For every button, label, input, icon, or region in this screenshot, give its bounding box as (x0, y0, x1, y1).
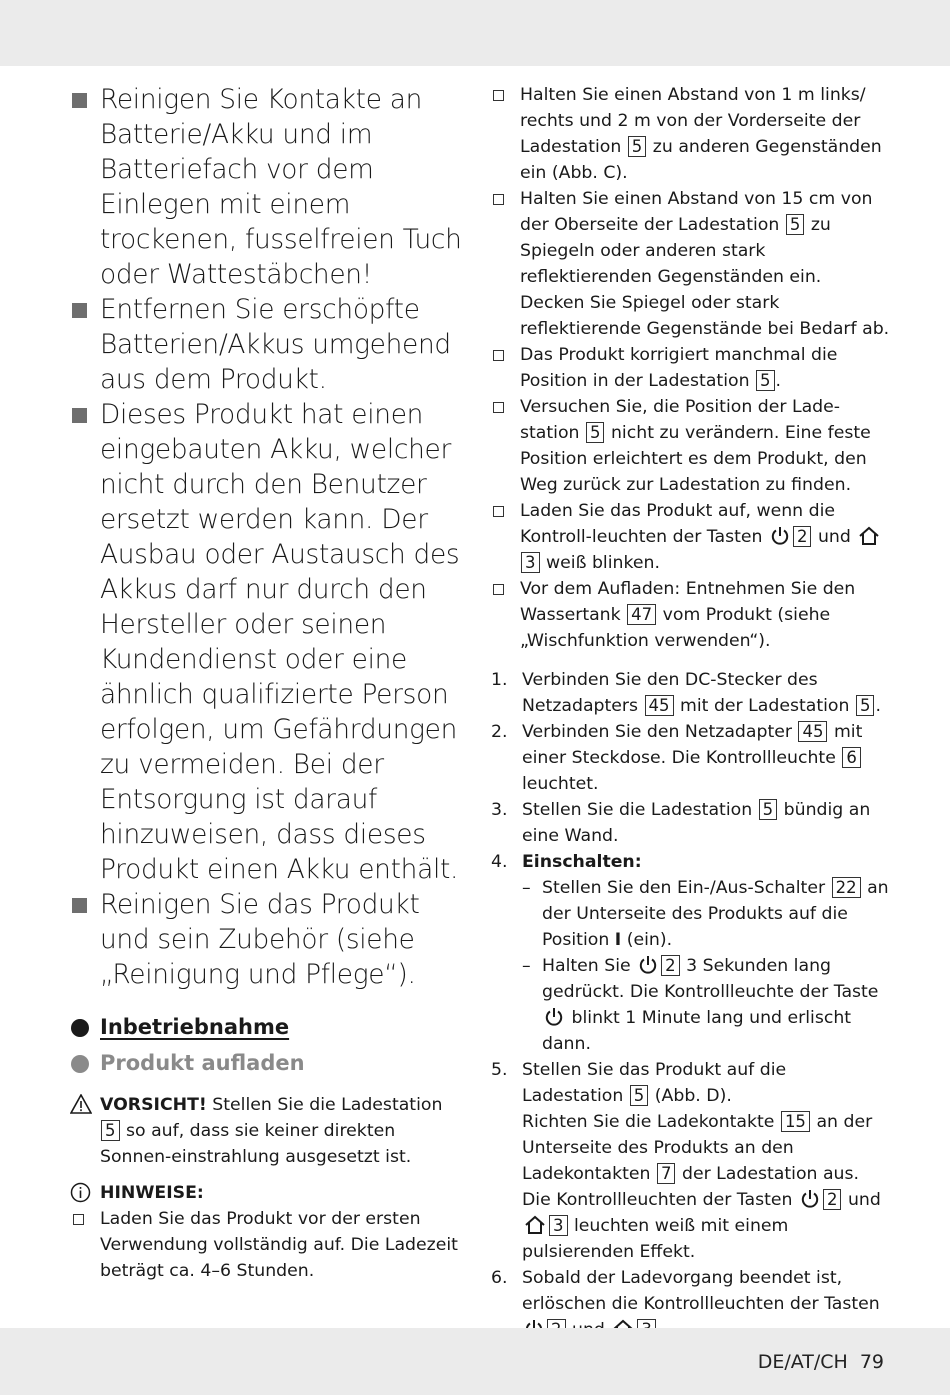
note-text: weiß blinken. (546, 553, 660, 573)
step-text: 3 Sekunden lang gedrückt. Die Kontrollleuchte der Taste (542, 956, 879, 1002)
right-column (491, 82, 891, 1343)
region-label: DE/AT/CH (757, 1351, 848, 1373)
note-text: nicht zu verändern. Eine feste Position erleichtert es dem Produkt, den Weg zurück zur Ladestation zu finden. (520, 423, 871, 495)
note-text: Laden Sie das Produkt vor der ersten Verwendung vollständig auf. Die Ladezeit beträgt ca. 4–6 Stunden. (100, 1209, 458, 1281)
ref-5: 5 (628, 136, 647, 157)
period: . (775, 371, 782, 391)
bullet-text: Reinigen Sie das Produkt und sein Zubehör (siehe „Reinigung und Pflege“). (100, 889, 420, 990)
ref-2: 2 (661, 955, 680, 976)
heading-text: Produkt aufladen (100, 1051, 305, 1075)
warning-text: Stellen Sie die Ladestation (212, 1095, 443, 1115)
step-number: 3. (491, 800, 508, 820)
note-item (491, 342, 891, 394)
checkbox-square-icon (73, 1214, 84, 1225)
step-text: Sobald der Ladevorgang beendet ist, erlöschen die Kontrollleuchten der Tasten (522, 1268, 880, 1314)
note-item (491, 394, 891, 498)
ref-3: 3 (521, 552, 540, 573)
step-text: Stellen Sie den Ein-/Aus-Schalter (542, 878, 826, 898)
note-text: zu Spiegeln oder anderen stark reflektierenden Gegenständen ein. Decken Sie Spiegel oder stark reflektierende Gegenstände bei Bedarf ab. (520, 215, 890, 339)
step-text: blinkt 1 Minute lang und erlischt dann. (542, 1008, 852, 1054)
ref-6: 6 (842, 747, 861, 768)
step-number: 6. (491, 1268, 508, 1288)
ref-47: 47 (627, 604, 656, 625)
ref-5: 5 (630, 1085, 649, 1106)
notes-label: HINWEISE: (100, 1183, 204, 1203)
note-item (71, 1206, 466, 1284)
note-text: Versuchen Sie, die Position der Lade-station (520, 397, 841, 443)
bullet-text: Reinigen Sie Kontakte an Batterie/Akku und im Batteriefach vor dem Einlegen mit einem trockenen, fusselfreien Tuch oder Wattestäbchen! (100, 84, 462, 290)
step-text: und (847, 1190, 881, 1210)
checkbox-square-icon (493, 506, 504, 517)
ref-15: 15 (781, 1111, 810, 1132)
position-label: I (614, 930, 622, 950)
dash-marker: – (522, 878, 531, 898)
note-text: Das Produkt korrigiert manchmal die Position in der Ladestation (520, 345, 838, 391)
checkbox-square-icon (493, 350, 504, 361)
bullet-text: Entfernen Sie erschöpfte Batterien/Akkus umgehend aus dem Produkt. (100, 294, 451, 395)
step-text: (Abb. D). (654, 1086, 732, 1106)
step-text: der Ladestation aus. (681, 1164, 860, 1184)
square-bullet-icon (72, 408, 87, 423)
ref-5: 5 (759, 799, 778, 820)
step-text: an der Unterseite des Produkts an den Ladekontakten (522, 1112, 873, 1184)
note-text: und (817, 527, 851, 547)
substep-item (491, 953, 891, 1057)
ref-22: 22 (832, 877, 861, 898)
step-text: leuchtet. (522, 774, 599, 794)
step-text: Stellen Sie die Ladestation (522, 800, 753, 820)
note-text: Halten Sie einen Abstand von 1 m links/ rechts und 2 m von der Vorderseite der Ladestation (520, 85, 866, 157)
note-item (491, 82, 891, 186)
step-text: Verbinden Sie den Netzadapter (522, 722, 792, 742)
step-item (491, 719, 891, 797)
step-text: Richten Sie die Ladekontakte (522, 1112, 775, 1132)
ref-5: 5 (756, 370, 775, 391)
step-number: 1. (491, 670, 508, 690)
bullet-text: Dieses Produkt hat einen eingebauten Akku, welcher nicht durch den Benutzer ersetzt werden kann. Der Ausbau oder Austausch des Akkus darf nur durch den Hersteller oder seinen Kundendienst oder eine ähnlich qualifizierte Person erfolgen, um Gefährdungen zu vermeiden. Bei der Entsorgung ist darauf hinzuweisen, dass dieses Produkt einen Akku enthält. (100, 399, 460, 885)
ref-5: 5 (586, 422, 605, 443)
step-number: 5. (491, 1060, 508, 1080)
step-number: 4. (491, 852, 508, 872)
section-heading-inbetriebnahme (71, 1012, 466, 1042)
ref-5: 5 (101, 1120, 120, 1141)
step-item (491, 849, 891, 875)
warning-label: VORSICHT! (100, 1095, 207, 1115)
step-text: Verbinden Sie den DC-Stecker des Netzadapters (522, 670, 818, 716)
step-text: (ein). (626, 930, 673, 950)
left-column (71, 82, 466, 1284)
ref-5: 5 (786, 214, 805, 235)
step-text: an der Unterseite des Produkts auf die Position (542, 878, 889, 950)
step-item (491, 797, 891, 849)
checkbox-square-icon (493, 584, 504, 595)
home-icon (858, 526, 880, 546)
checkbox-square-icon (493, 90, 504, 101)
note-text: vom Produkt (siehe „Wischfunktion verwenden“). (520, 605, 831, 651)
period: . (875, 696, 881, 716)
heading-text: Inbetriebnahme (100, 1015, 290, 1039)
power-icon (770, 526, 790, 546)
bullet-item (71, 292, 466, 397)
filled-circle-icon (71, 1019, 89, 1037)
step-heading: Einschalten: (522, 852, 642, 872)
step-text: mit einer Steckdose. Die Kontrollleuchte (522, 722, 863, 768)
ref-5: 5 (856, 695, 875, 716)
step-text: leuchten weiß mit einem pulsierenden Effekt. (522, 1216, 789, 1262)
power-icon (544, 1007, 564, 1027)
step-text: Die Kontrollleuchten der Tasten (522, 1190, 793, 1210)
ref-2: 2 (823, 1189, 842, 1210)
ref-45: 45 (798, 721, 827, 742)
ref-7: 7 (657, 1163, 676, 1184)
power-icon (638, 955, 658, 975)
section-heading-produkt-aufladen (71, 1048, 466, 1078)
step-text: bündig an eine Wand. (522, 800, 871, 846)
bullet-item (71, 82, 466, 292)
note-item (491, 186, 891, 342)
step-text: mit der Ladestation (680, 696, 850, 716)
ref-45: 45 (645, 695, 674, 716)
note-text: Halten Sie einen Abstand von 15 cm von der Oberseite der Ladestation (520, 189, 873, 235)
ref-2: 2 (793, 526, 812, 547)
bullet-item (71, 397, 466, 887)
substep-item (491, 875, 891, 953)
power-icon (800, 1189, 820, 1209)
warning-block (71, 1092, 466, 1170)
note-text: zu anderen Gegenständen ein (Abb. C). (520, 137, 882, 183)
step-item (491, 667, 891, 719)
dash-marker: – (522, 956, 531, 976)
note-text: Vor dem Aufladen: Entnehmen Sie den Wassertank (520, 579, 856, 625)
page-footer (758, 1351, 884, 1373)
warning-triangle-icon (70, 1094, 92, 1122)
page-number: 79 (859, 1351, 884, 1373)
header-bar (0, 0, 950, 66)
grey-circle-icon (71, 1055, 89, 1073)
warning-text: so auf, dass sie keiner direkten Sonnen-einstrahlung ausgesetzt ist. (100, 1121, 412, 1167)
ref-3: 3 (549, 1215, 568, 1236)
checkbox-square-icon (493, 194, 504, 205)
square-bullet-icon (72, 303, 87, 318)
step-text: Halten Sie (542, 956, 631, 976)
note-item (491, 498, 891, 576)
step-text: Stellen Sie das Produkt auf die Ladestation (522, 1060, 787, 1106)
step-item (491, 1057, 891, 1265)
bullet-item (71, 887, 466, 992)
square-bullet-icon (72, 93, 87, 108)
home-icon (524, 1215, 546, 1235)
note-item (491, 576, 891, 654)
checkbox-square-icon (493, 402, 504, 413)
step-number: 2. (491, 722, 508, 742)
notes-heading (71, 1180, 466, 1206)
note-text: Laden Sie das Produkt auf, wenn die Kontroll-leuchten der Tasten (520, 501, 836, 547)
square-bullet-icon (72, 898, 87, 913)
